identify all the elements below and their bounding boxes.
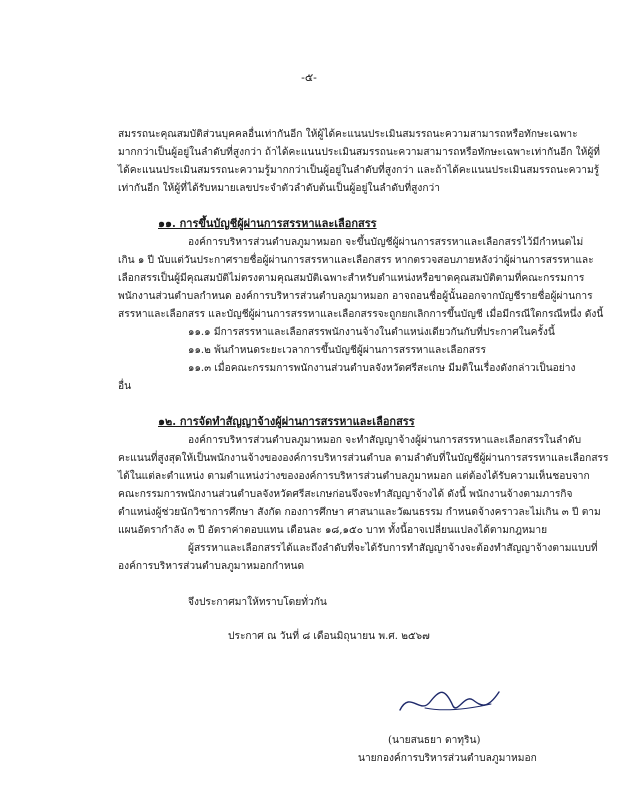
- intro-line-2: มากกว่าเป็นผู้อยู่ในลำดับที่สูงกว่า ถ้าได้คะแนนประเมินสมรรถนะความสามารถหรือทักษะเฉพาะเท่ากันอีก ให้ผู้ที่: [118, 147, 601, 158]
- section-11-tail: อื่น: [118, 381, 132, 392]
- section-11-item-3: ๑๑.๓ เมื่อคณะกรรมการพนักงานส่วนตำบลจังหวัดศรีสะเกษ มีมติในเรื่องดังกล่าวเป็นอย่าง: [188, 363, 576, 374]
- section-11-line-2: เกิน ๑ ปี นับแต่วันประกาศรายชื่อผู้ผ่านการสรรหาและเลือกสรร หากตรวจสอบภายหลังว่าผู้ผ่านการสรรหาและ: [118, 255, 594, 266]
- section-12-line-4: คณะกรรมการพนักงานส่วนตำบลจังหวัดศรีสะเกษก่อนจึงจะทำสัญญาจ้างได้ ดังนี้ พนักงานจ้างตามภารกิจ: [118, 489, 573, 500]
- section-12-line-2: คะแนนที่สูงสุดให้เป็นพนักงานจ้างขององค์การบริหารส่วนตำบล ตามลำดับที่ในบัญชีผู้ผ่านการสรรหาและเลือกสรร: [118, 453, 609, 464]
- section-11-item-2: ๑๑.๒ พ้นกำหนดระยะเวลาการขึ้นบัญชีผู้ผ่านการสรรหาและเลือกสรร: [188, 345, 486, 356]
- section-11-line-1: องค์การบริหารส่วนตำบลภูมาหมอก จะขึ้นบัญชีผู้ผ่านการสรรหาและเลือกสรรไว้มีกำหนดไม่: [188, 237, 584, 248]
- intro-line-4: เท่ากันอีก ให้ผู้ที่ได้รับหมายเลขประจำตัวลำดับต้นเป็นผู้อยู่ในลำดับที่สูงกว่า: [118, 183, 440, 194]
- signer-title: นายกองค์การบริหารส่วนตำบลภูมาหมอก: [358, 753, 537, 764]
- announce-date: ประกาศ ณ วันที่ ๘ เดือนมิถุนายน พ.ศ. ๒๕๖๗: [228, 631, 430, 642]
- section-12-line-5: ตำแหน่งผู้ช่วยนักวิชาการศึกษา สังกัด กองการศึกษา ศาสนาและวัฒนธรรม กำหนดจ้างคราวละไม่เกิน ๓ ปี ตาม: [118, 507, 601, 518]
- signer-name: (นายสนธยา ดาทุริน): [388, 735, 481, 746]
- section-12-line-1: องค์การบริหารส่วนตำบลภูมาหมอก จะทำสัญญาจ้างผู้ผ่านการสรรหาและเลือกสรรในลำดับ: [188, 435, 582, 446]
- signature-image: [395, 680, 505, 720]
- section-11-line-5: สรรหาและเลือกสรร และบัญชีผู้ผ่านการสรรหาและเลือกสรรจะถูกยกเลิกการขึ้นบัญชี เมื่อมีกรณีใดกรณีหนึ่ง ดังนี้: [118, 309, 604, 320]
- closing-text: จึงประกาศมาให้ทราบโดยทั่วกัน: [188, 597, 327, 608]
- section-11-line-3: เลือกสรรเป็นผู้มีคุณสมบัติไม่ตรงตามคุณสมบัติเฉพาะสำหรับตำแหน่งหรือขาดคุณสมบัติตามที่คณะกรรมการ: [118, 273, 585, 284]
- section-12-line-7: ผู้สรรหาและเลือกสรรได้และถึงลำดับที่จะได้รับการทำสัญญาจ้างจะต้องทำสัญญาจ้างตามแบบที่: [188, 543, 598, 554]
- section-12-line-6: แผนอัตรากำลัง ๓ ปี อัตราค่าตอบแทน เดือนละ ๑๘,๑๕๐ บาท ทั้งนี้อาจเปลี่ยนแปลงได้ตามกฎหมาย: [118, 525, 548, 536]
- page-number: -๕-: [301, 71, 317, 84]
- section-12-heading: ๑๒. การจัดทำสัญญาจ้างผู้ผ่านการสรรหาและเลือกสรร: [158, 415, 415, 428]
- section-12-line-3: ได้ในแต่ละตำแหน่ง ตามตำแหน่งว่างขององค์การบริหารส่วนตำบลภูมาหมอก แต่ต้องได้รับความเห็นชอบจาก: [118, 471, 590, 482]
- section-11-line-4: พนักงานส่วนตำบลกำหนด องค์การบริหารส่วนตำบลภูมาหมอก อาจถอนชื่อผู้นั้นออกจากบัญชีรายชื่อผู้ผ่านการ: [118, 291, 593, 302]
- section-12-line-8: องค์การบริหารส่วนตำบลภูมาหมอกกำหนด: [118, 561, 305, 572]
- section-11-heading: ๑๑. การขึ้นบัญชีผู้ผ่านการสรรหาและเลือกสรร: [158, 217, 377, 230]
- intro-line-3: ได้คะแนนประเมินสมรรถนะความรู้มากกว่าเป็นผู้อยู่ในลำดับที่สูงกว่า และถ้าได้คะแนนประเมินสมรรถนะความรู้: [118, 165, 600, 176]
- intro-line-1: สมรรถนะคุณสมบัติส่วนบุคคลอื่นเท่ากันอีก ให้ผู้ได้คะแนนประเมินสมรรถนะความสามารถหรือทักษะเฉพาะ: [118, 129, 578, 140]
- section-11-item-1: ๑๑.๑ มีการสรรหาและเลือกสรรพนักงานจ้างในตำแหน่งเดียวกันกับที่ประกาศในครั้งนี้: [188, 327, 555, 338]
